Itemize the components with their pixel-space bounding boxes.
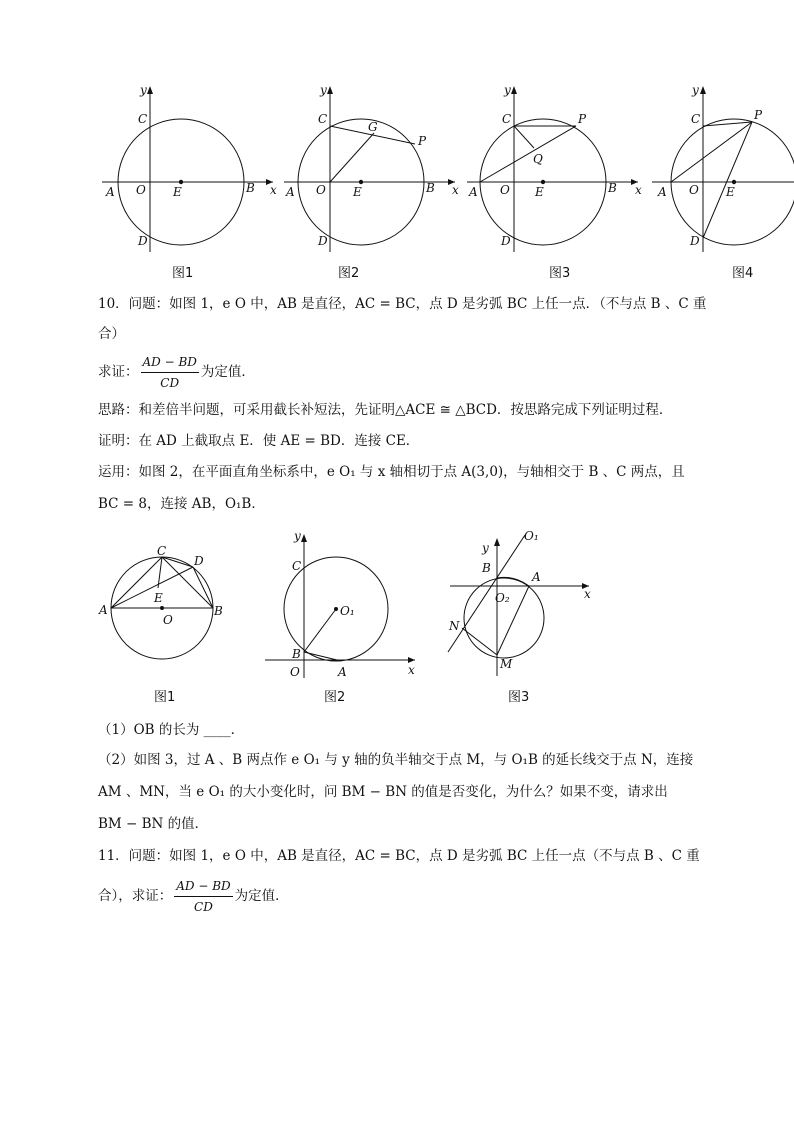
label-O: O bbox=[316, 183, 326, 197]
label-A: A bbox=[532, 570, 541, 584]
problem11-line2 bbox=[98, 876, 289, 917]
label-O: O bbox=[290, 665, 300, 679]
label-C: C bbox=[502, 112, 512, 126]
label-O: O bbox=[689, 183, 699, 197]
question-2c: BM − BN 的值． bbox=[98, 816, 209, 832]
label-E: E bbox=[726, 185, 735, 199]
label-A: A bbox=[99, 603, 108, 617]
question-1: （1）OB 的长为 ____． bbox=[98, 722, 245, 738]
label-y: y bbox=[482, 541, 489, 555]
label-O1: O₁ bbox=[524, 529, 539, 543]
question-2b: AM 、MN，当 e O₁ 的大小变化时，问 BM − BN 的值是否变化，为什么？如果不变，请求出 bbox=[98, 784, 668, 800]
label-P: P bbox=[754, 108, 763, 122]
label-P: P bbox=[418, 134, 427, 148]
mid-figure-3 bbox=[444, 528, 600, 678]
prove-suffix: 为定值． bbox=[200, 364, 255, 380]
label-N: N bbox=[449, 619, 460, 633]
label-D: D bbox=[690, 234, 700, 248]
label-x: x bbox=[584, 587, 591, 601]
label-O: O bbox=[136, 183, 146, 197]
label-B: B bbox=[214, 604, 223, 618]
caption: 图3 bbox=[508, 690, 530, 705]
label-C: C bbox=[138, 112, 148, 126]
label-A: A bbox=[286, 185, 295, 199]
fraction-numerator: AD − BD bbox=[174, 876, 232, 897]
label-y: y bbox=[294, 529, 301, 543]
caption: 图1 bbox=[172, 266, 194, 281]
caption: 图2 bbox=[324, 690, 346, 705]
label-D: D bbox=[501, 234, 511, 248]
label-B: B bbox=[608, 181, 617, 195]
label-A: A bbox=[338, 665, 347, 679]
problem11-prefix: 合），求证： bbox=[98, 888, 173, 904]
label-y: y bbox=[140, 83, 147, 97]
mid-figure-1 bbox=[96, 545, 236, 670]
label-C: C bbox=[691, 112, 701, 126]
caption: 图4 bbox=[732, 266, 754, 281]
label-C: C bbox=[292, 559, 302, 573]
fraction bbox=[174, 876, 232, 917]
label-M: M bbox=[500, 657, 513, 671]
prove-prefix: 求证： bbox=[98, 364, 139, 380]
problem10-idea: 思路：和差倍半问题，可采用截长补短法，先证明△ACE ≅ △BCD．按思路完成下列证明过程． bbox=[98, 402, 673, 418]
caption: 图3 bbox=[549, 266, 571, 281]
label-x: x bbox=[452, 183, 459, 197]
label-x: x bbox=[635, 183, 642, 197]
label-B: B bbox=[292, 647, 301, 661]
label-E: E bbox=[173, 185, 182, 199]
caption: 图1 bbox=[154, 690, 176, 705]
fraction-denominator: CD bbox=[160, 376, 180, 390]
fraction-numerator: AD − BD bbox=[141, 352, 199, 373]
problem10-proof: 证明：在 AD 上截取点 E．使 AE = BD．连接 CE． bbox=[98, 433, 420, 449]
label-E: E bbox=[154, 591, 163, 605]
label-G: G bbox=[368, 120, 378, 134]
mid-figure-2 bbox=[262, 528, 422, 680]
label-x: x bbox=[408, 663, 415, 677]
problem10-apply1: 运用：如图 2，在平面直角坐标系中，e O₁ 与 x 轴相切于点 A(3,0)，与轴相交于 B 、C 两点，且 bbox=[98, 464, 685, 480]
label-B: B bbox=[246, 181, 255, 195]
label-y: y bbox=[692, 83, 699, 97]
problem10-line2: 合） bbox=[98, 326, 125, 342]
problem11-suffix: 为定值． bbox=[234, 888, 289, 904]
label-Q: Q bbox=[533, 152, 543, 166]
label-D: D bbox=[194, 554, 204, 568]
problem10-line1: 10．问题：如图 1，e O 中，AB 是直径，AC = BC，点 D 是劣弧 BC 上任一点．（不与点 B 、C 重 bbox=[98, 296, 707, 312]
label-E: E bbox=[535, 185, 544, 199]
fraction-denominator: CD bbox=[194, 900, 213, 914]
top-figure-1 bbox=[98, 82, 278, 257]
caption: 图2 bbox=[338, 266, 360, 281]
label-A: A bbox=[658, 185, 667, 199]
problem10-prove bbox=[98, 352, 255, 393]
label-O2: O₂ bbox=[495, 591, 510, 605]
label-E: E bbox=[353, 185, 362, 199]
label-P: P bbox=[578, 112, 587, 126]
label-C: C bbox=[318, 112, 328, 126]
label-B: B bbox=[482, 561, 491, 575]
problem11-line1: 11．问题：如图 1，e O 中，AB 是直径，AC = BC，点 D 是劣弧 BC 上任一点（不与点 B 、C 重 bbox=[98, 848, 700, 864]
fraction bbox=[141, 352, 199, 393]
label-y: y bbox=[320, 83, 327, 97]
label-A: A bbox=[106, 185, 115, 199]
label-D: D bbox=[138, 234, 148, 248]
label-B: B bbox=[426, 181, 435, 195]
top-figure-3 bbox=[463, 82, 643, 257]
top-figure-2 bbox=[280, 82, 460, 257]
label-y: y bbox=[504, 83, 511, 97]
label-C: C bbox=[157, 545, 167, 558]
top-figure-4 bbox=[648, 82, 794, 257]
problem10-apply2: BC = 8，连接 AB，O₁B． bbox=[98, 496, 265, 512]
label-D: D bbox=[318, 234, 328, 248]
label-O: O bbox=[500, 183, 510, 197]
label-O1: O₁ bbox=[340, 604, 355, 618]
question-2a: （2）如图 3，过 A 、B 两点作 e O₁ 与 y 轴的负半轴交于点 M，与 O₁B 的延长线交于点 N，连接 bbox=[98, 752, 694, 768]
label-x: x bbox=[270, 183, 277, 197]
label-O: O bbox=[163, 613, 173, 627]
label-A: A bbox=[469, 185, 478, 199]
